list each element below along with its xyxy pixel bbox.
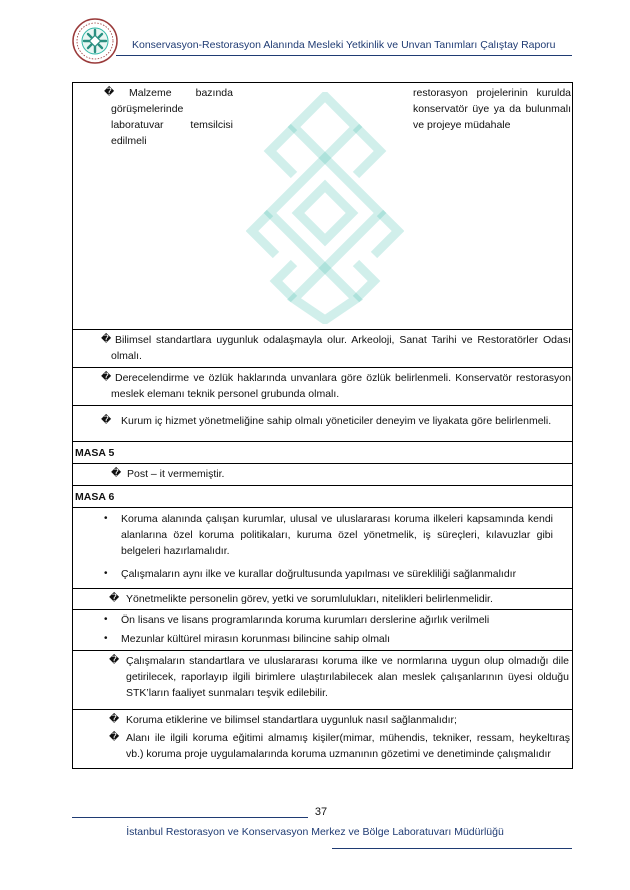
table-row [73, 330, 572, 368]
row-text: Post – it vermemiştir. [127, 468, 225, 480]
row-text: Derecelendirme ve özlük haklarında unvanlara göre özlük belirlenmeli. Konservatör restorasyon meslek elemanı teknik personel grubunda olmalı. [111, 372, 571, 400]
bullet-dot-icon: • [104, 633, 108, 644]
header-rule [116, 55, 572, 56]
institution-seal-logo [72, 18, 118, 64]
row-text: Bilimsel standartlara uygunluk odalaşmayla olur. Arkeoloji, Sanat Tarihi ve Restoratörler Odası olmalı. [111, 334, 571, 362]
list-item: Alanı ile ilgili koruma eğitimi almamış kişiler(mimar, mühendis, tekniker, ressam, heykeltıraş vb.) koruma proje uygulamalarında koruma uzmanının gözetimi ve denetiminde çalışmalıdır [126, 732, 570, 760]
missing-glyph-box-icon: � [101, 334, 112, 345]
missing-glyph-box-icon: � [104, 87, 115, 98]
masa-6-label: MASA 6 [75, 491, 115, 503]
table-row [73, 464, 572, 486]
missing-glyph-box-icon: � [109, 655, 120, 666]
table-row [73, 83, 572, 330]
list-item: Koruma etiklerine ve bilimsel standartlara uygunluk nasıl sağlanmalıdır; [126, 714, 457, 726]
bullet-dot-icon: • [104, 513, 108, 524]
list-item: Mezunlar kültürel mirasın korunması bilincine sahip olmalı [121, 633, 391, 645]
table-row [73, 368, 572, 406]
table-row [73, 589, 572, 610]
row-text: Çalışmaların standartlara ve uluslararası koruma ilke ve normlarına uygun olup olmadığı dile getirilecek, raporlayıp ilgili birimlere ulaştırılabilecek alan meslek çalışanlarının üyesi olduğu STK’ların faaliyet sunmaları teşvik edilebilir. [126, 655, 569, 699]
masa-6-heading-row [73, 486, 572, 508]
footer-title: İstanbul Restorasyon ve Konservasyon Merkez ve Bölge Laboratuvarı Müdürlüğü [126, 826, 504, 838]
footer-rule-right [332, 848, 572, 849]
bullet-dot-icon: • [104, 568, 108, 579]
table-row [73, 651, 572, 710]
table-row [73, 508, 572, 589]
bullet-dot-icon: • [104, 614, 108, 625]
row-right-text: restorasyon projelerinin kurulda konservatör üye ya da bulunmalı ve projeye müdahale [413, 87, 571, 131]
masa-5-label: MASA 5 [75, 447, 115, 459]
missing-glyph-box-icon: � [111, 468, 122, 479]
missing-glyph-box-icon: � [109, 593, 120, 604]
missing-glyph-box-icon: � [109, 714, 120, 725]
missing-glyph-box-icon: � [109, 732, 120, 743]
list-item: Çalışmaların aynı ilke ve kurallar doğrultusunda yapılması ve sürekliliği sağlanmalıdır [121, 568, 517, 580]
row-left-text: Malzeme bazında görüşmelerinde laboratuvar temsilcisi edilmeli [111, 87, 233, 147]
table-row [73, 610, 572, 651]
header-title: Konservasyon-Restorasyon Alanında Mesleki Yetkinlik ve Unvan Tanımları Çalıştay Raporu [132, 39, 556, 51]
list-item: Koruma alanında çalışan kurumlar, ulusal ve uluslararası koruma ilkeleri kapsamında kendi alanlarına özel koruma politikaları, kuruma özel yönetmelik, iş süreçleri, kılavuzlar gibi belgeleri hazırlamalıdır. [121, 513, 553, 557]
list-item: Ön lisans ve lisans programlarında koruma kurumları derslerine ağırlık verilmeli [121, 614, 490, 626]
table-row [73, 406, 572, 442]
missing-glyph-box-icon: � [101, 415, 112, 426]
table-row [73, 710, 572, 768]
content-table [72, 82, 573, 769]
row-text: Kurum iç hizmet yönetmeliğine sahip olmalı yöneticiler deneyim ve liyakata göre belirlenmeli. [121, 415, 552, 427]
footer-rule-left [72, 817, 308, 818]
masa-5-heading-row [73, 442, 572, 464]
page-number: 37 [314, 806, 328, 818]
missing-glyph-box-icon: � [101, 372, 112, 383]
row-text: Yönetmelikte personelin görev, yetki ve sorumlulukları, nitelikleri belirlenmelidir. [126, 593, 493, 605]
page-header [72, 18, 572, 58]
